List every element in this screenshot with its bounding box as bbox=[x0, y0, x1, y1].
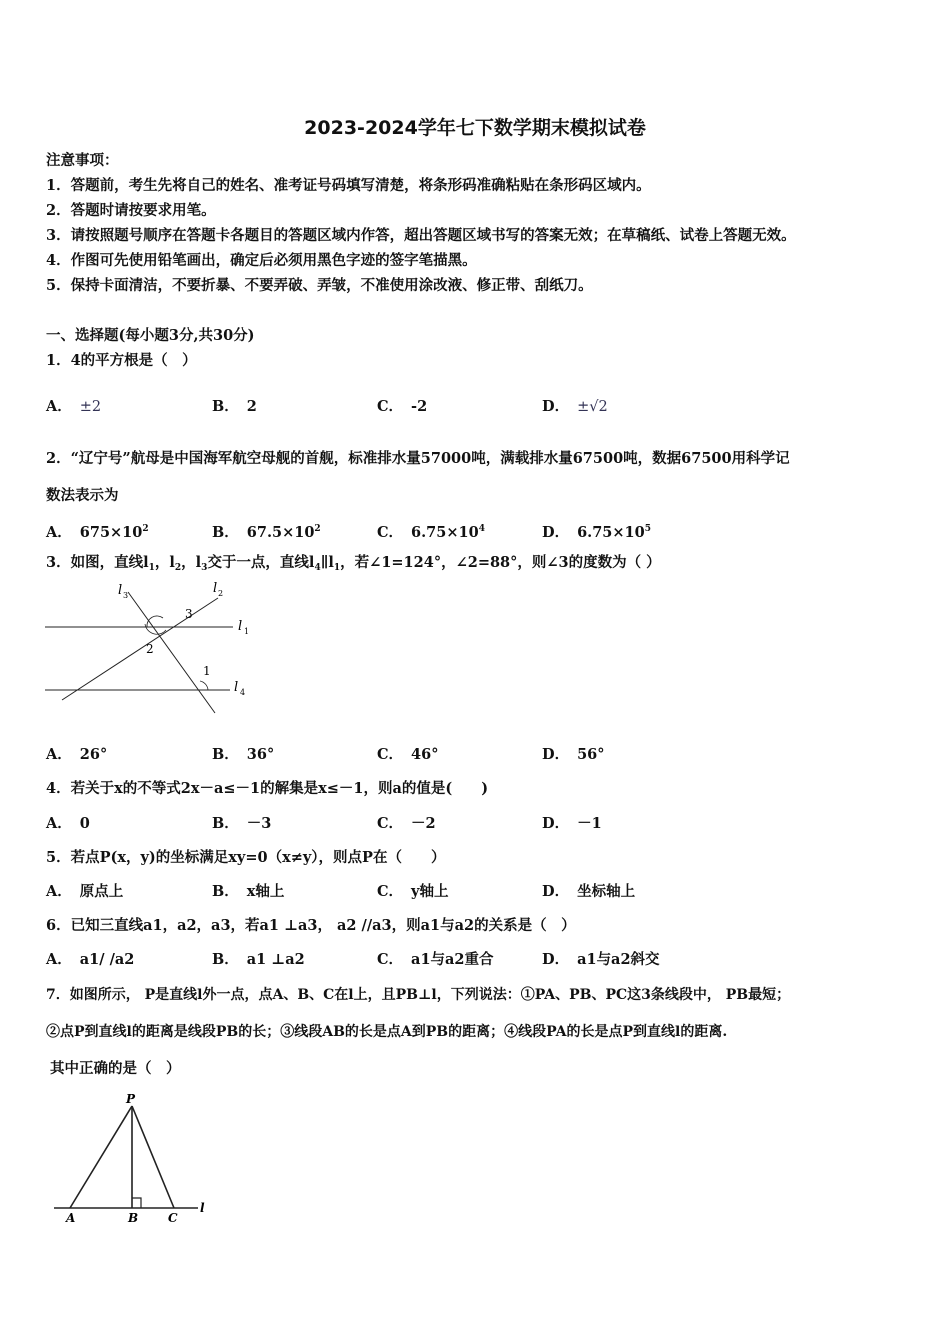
notice-item: 1．答题前，考生先将自己的姓名、准考证号码填写清楚，将条形码准确粘贴在条形码区域内。 bbox=[46, 177, 651, 194]
option-a[interactable]: A． 0 bbox=[46, 815, 90, 832]
segment-pa bbox=[70, 1106, 132, 1208]
question-stem: 6．已知三直线a1，a2，a3，若a1 ⊥a3， a2 //a3，则a1与a2的关系是（ ） bbox=[46, 917, 576, 934]
option-a[interactable]: A． $675\times 10^2$ bbox=[46, 524, 149, 541]
fig-angle-3: 3 bbox=[185, 607, 193, 621]
option-d[interactable]: D． 56° bbox=[542, 746, 605, 763]
q7-figure bbox=[48, 1090, 218, 1225]
option-d[interactable]: D． －1 bbox=[542, 815, 602, 832]
option-c[interactable]: C． 46° bbox=[377, 746, 439, 763]
question-stem-cont: ②点P到直线l的距离是线段PB的长；③线段AB的长是点A到PB的距离；④线段PA的长是点P到直线l的距离. bbox=[46, 1024, 728, 1040]
fig-angle-1: 1 bbox=[203, 664, 211, 678]
question-stem: 4．若关于x的不等式2x－a≤－1的解集是x≤－1，则a的值是( ) bbox=[46, 780, 489, 797]
section-heading: 一、选择题(每小题3分,共30分) bbox=[46, 327, 255, 344]
option-d[interactable]: D． 坐标轴上 bbox=[542, 883, 636, 900]
fig-label-l3: l bbox=[118, 583, 123, 598]
option-b[interactable]: B． a1 ⊥a2 bbox=[212, 951, 305, 968]
fig-label-l2: l bbox=[213, 581, 218, 596]
option-b[interactable]: B． －3 bbox=[212, 815, 272, 832]
option-c[interactable]: C． -2 bbox=[377, 398, 428, 415]
question-stem-cont: 数法表示为 bbox=[46, 487, 119, 504]
fig-label-l2-sub: 2 bbox=[218, 589, 224, 598]
right-angle-mark bbox=[132, 1198, 141, 1208]
q3-figure bbox=[40, 580, 270, 720]
option-c[interactable]: C． $6.75\times 10^4$ bbox=[377, 524, 485, 541]
segment-pc bbox=[132, 1106, 174, 1208]
option-c[interactable]: C． a1与a2重合 bbox=[377, 951, 494, 968]
notice-item: 2．答题时请按要求用笔。 bbox=[46, 202, 216, 219]
fig-label-l: l bbox=[200, 1201, 205, 1215]
option-a[interactable]: A． 原点上 bbox=[46, 883, 124, 900]
option-a[interactable]: A． ±2 bbox=[46, 398, 102, 415]
option-d[interactable]: D． $6.75\times 10^5$ bbox=[542, 524, 651, 541]
option-d[interactable]: D． ±√2 bbox=[542, 398, 608, 415]
fig-label-l4: l bbox=[234, 680, 239, 695]
fig-label-l1: l bbox=[238, 619, 243, 634]
fig-label-c: C bbox=[168, 1211, 178, 1225]
question-stem: 7．如图所示， P是直线l外一点，点A、B、C在l上，且PB⊥l，下列说法：①PA、PB、PC这3条线段中， PB最短； bbox=[46, 987, 791, 1003]
option-a[interactable]: A． 26° bbox=[46, 746, 108, 763]
fig-label-a: A bbox=[66, 1211, 76, 1225]
line-l3 bbox=[128, 592, 215, 713]
fig-label-p: P bbox=[126, 1092, 136, 1106]
option-b[interactable]: B． 36° bbox=[212, 746, 275, 763]
question-stem: 3．如图，直线$l_1$，$l_2$，$l_3$交于一点，直线$l_4\parallel l_1$，若∠1=124°，∠2=88°，则∠3的度数为（ ） bbox=[46, 554, 661, 573]
option-b[interactable]: B． $67.5\times 10^2$ bbox=[212, 524, 321, 541]
option-d[interactable]: D． a1与a2斜交 bbox=[542, 951, 660, 968]
question-stem: 5．若点P(x，y)的坐标满足xy=0（x≠y），则点P在（ ） bbox=[46, 849, 446, 866]
question-stem: 2．“辽宁号”航母是中国海军航空母舰的首舰，标准排水量57000吨，满载排水量67500吨，数据67500用科学记 bbox=[46, 450, 790, 467]
option-b[interactable]: B． 2 bbox=[212, 398, 257, 415]
fig-angle-2: 2 bbox=[146, 642, 154, 656]
fig-label-b: B bbox=[128, 1211, 139, 1225]
option-c[interactable]: C． y轴上 bbox=[377, 883, 449, 900]
question-stem: 1．4的平方根是（ ） bbox=[46, 352, 197, 369]
option-a[interactable]: A． a1/ /a2 bbox=[46, 951, 135, 968]
notice-item: 3．请按照题号顺序在答题卡各题目的答题区域内作答，超出答题区域书写的答案无效；在草稿纸、试卷上答题无效。 bbox=[46, 227, 796, 244]
fig-label-l1-sub: 1 bbox=[244, 627, 250, 636]
fig-label-l4-sub: 4 bbox=[240, 688, 246, 697]
notice-heading: 注意事项： bbox=[46, 152, 119, 169]
fig-label-l3-sub: 3 bbox=[123, 591, 129, 600]
notice-item: 4．作图可先使用铅笔画出，确定后必须用黑色字迹的签字笔描黑。 bbox=[46, 252, 477, 269]
option-b[interactable]: B． x轴上 bbox=[212, 883, 285, 900]
notice-item: 5．保持卡面清洁，不要折暴、不要弄破、弄皱，不准使用涂改液、修正带、刮纸刀。 bbox=[46, 277, 593, 294]
option-c[interactable]: C． －2 bbox=[377, 815, 436, 832]
question-stem-cont: 其中正确的是（ ） bbox=[50, 1060, 181, 1077]
page-title: 2023-2024学年七下数学期末模拟试卷 bbox=[304, 117, 646, 139]
